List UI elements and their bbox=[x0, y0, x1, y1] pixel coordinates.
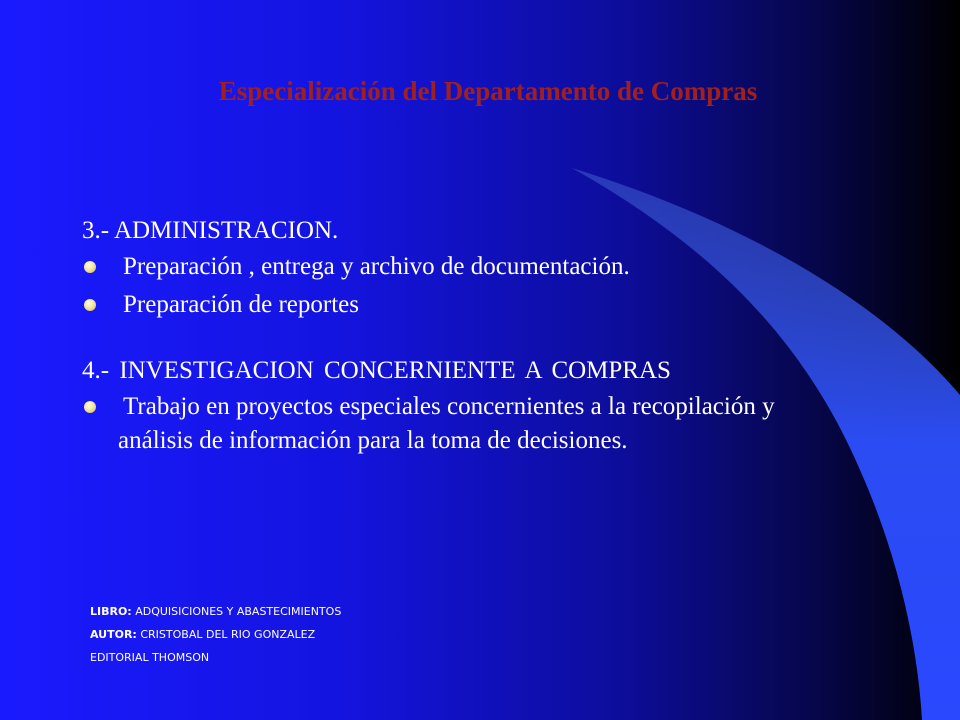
author-value: CRISTOBAL DEL RIO GONZALEZ bbox=[140, 628, 316, 641]
list-item bbox=[82, 250, 842, 284]
bullet-text: Preparación de reportes bbox=[123, 291, 359, 318]
slide-title: Especialización del Departamento de Compras bbox=[218, 76, 758, 106]
reference-book bbox=[90, 606, 341, 618]
reference-publisher: EDITORIAL THOMSON bbox=[90, 651, 210, 664]
bullet-list-investigacion bbox=[82, 390, 842, 458]
list-item bbox=[82, 288, 842, 322]
section-heading-investigacion: 4.- INVESTIGACION CONCERNIENTE A COMPRAS bbox=[82, 357, 671, 384]
slide-body bbox=[82, 216, 842, 458]
bullet-text: Preparación , entrega y archivo de documentación. bbox=[123, 253, 630, 280]
bullet-dot-icon bbox=[84, 299, 96, 311]
reference-author bbox=[90, 629, 341, 641]
book-label: LIBRO: bbox=[90, 605, 132, 618]
section-heading-administracion: 3.- ADMINISTRACION. bbox=[82, 217, 339, 244]
bullet-dot-icon bbox=[84, 261, 96, 273]
bullet-dot-icon bbox=[84, 401, 96, 413]
bullet-text: Trabajo en proyectos especiales concernientes a la recopilación y análisis de información para la toma de decisiones. bbox=[118, 393, 775, 454]
references bbox=[90, 606, 341, 675]
book-value: ADQUISICIONES Y ABASTECIMIENTOS bbox=[135, 605, 342, 618]
author-label: AUTOR: bbox=[90, 628, 137, 641]
list-item bbox=[82, 390, 842, 458]
bullet-list-administracion bbox=[82, 250, 842, 322]
